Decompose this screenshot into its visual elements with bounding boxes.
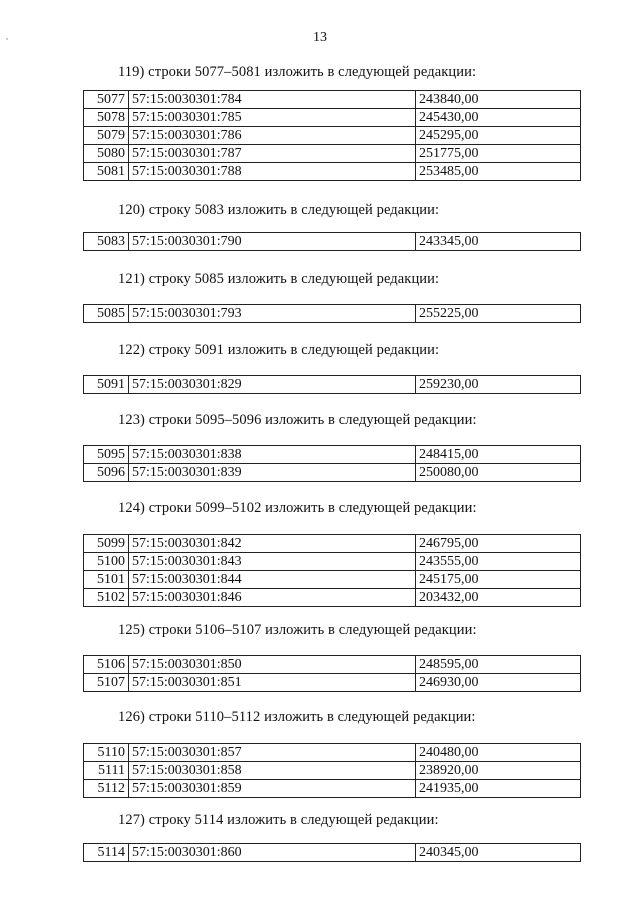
cadastral-number: 57:15:0030301:829	[129, 376, 416, 394]
cadastral-number: 57:15:0030301:857	[129, 744, 416, 762]
row-number: 5111	[84, 762, 129, 780]
table-row	[84, 233, 581, 251]
cadastral-value: 243840,00	[416, 91, 581, 109]
table-row	[84, 656, 581, 674]
amendment-table	[83, 843, 581, 862]
table-row	[84, 844, 581, 862]
table-row	[84, 589, 581, 607]
row-number: 5112	[84, 780, 129, 798]
amendment-heading: 127) строку 5114 изложить в следующей редакции:	[118, 812, 439, 828]
cadastral-number: 57:15:0030301:860	[129, 844, 416, 862]
cadastral-value: 259230,00	[416, 376, 581, 394]
amendment-heading: 122) строку 5091 изложить в следующей редакции:	[118, 342, 440, 358]
amendment-heading: 124) строки 5099–5102 изложить в следующей редакции:	[118, 500, 477, 516]
cadastral-value: 245175,00	[416, 571, 581, 589]
cadastral-value: 246795,00	[416, 535, 581, 553]
cadastral-number: 57:15:0030301:842	[129, 535, 416, 553]
table-row	[84, 127, 581, 145]
cadastral-value: 240480,00	[416, 744, 581, 762]
cadastral-value: 238920,00	[416, 762, 581, 780]
row-number: 5078	[84, 109, 129, 127]
row-number: 5080	[84, 145, 129, 163]
cadastral-value: 255225,00	[416, 305, 581, 323]
amendment-heading: 125) строки 5106–5107 изложить в следующей редакции:	[118, 622, 477, 638]
row-number: 5091	[84, 376, 129, 394]
amendment-table	[83, 445, 581, 482]
cadastral-value: 246930,00	[416, 674, 581, 692]
cadastral-number: 57:15:0030301:846	[129, 589, 416, 607]
cadastral-value: 251775,00	[416, 145, 581, 163]
amendment-table	[83, 743, 581, 798]
table-row	[84, 109, 581, 127]
row-number: 5101	[84, 571, 129, 589]
cadastral-value: 243555,00	[416, 553, 581, 571]
page-number: 13	[313, 30, 327, 45]
cadastral-number: 57:15:0030301:785	[129, 109, 416, 127]
cadastral-value: 245430,00	[416, 109, 581, 127]
cadastral-number: 57:15:0030301:851	[129, 674, 416, 692]
cadastral-number: 57:15:0030301:844	[129, 571, 416, 589]
row-number: 5083	[84, 233, 129, 251]
amendment-heading: 126) строки 5110–5112 изложить в следующей редакции:	[118, 709, 476, 725]
row-number: 5079	[84, 127, 129, 145]
cadastral-value: 243345,00	[416, 233, 581, 251]
amendment-heading: 119) строки 5077–5081 изложить в следующей редакции:	[118, 64, 477, 80]
table-row	[84, 446, 581, 464]
amendment-table	[83, 232, 581, 251]
row-number: 5099	[84, 535, 129, 553]
cadastral-number: 57:15:0030301:784	[129, 91, 416, 109]
cadastral-number: 57:15:0030301:838	[129, 446, 416, 464]
row-number: 5107	[84, 674, 129, 692]
table-row	[84, 163, 581, 181]
amendment-table	[83, 90, 581, 181]
cadastral-number: 57:15:0030301:858	[129, 762, 416, 780]
row-number: 5096	[84, 464, 129, 482]
table-row	[84, 145, 581, 163]
amendment-heading: 121) строку 5085 изложить в следующей редакции:	[118, 271, 440, 287]
cadastral-value: 248415,00	[416, 446, 581, 464]
cadastral-number: 57:15:0030301:786	[129, 127, 416, 145]
table-row	[84, 780, 581, 798]
cadastral-number: 57:15:0030301:787	[129, 145, 416, 163]
cadastral-value: 250080,00	[416, 464, 581, 482]
cadastral-number: 57:15:0030301:859	[129, 780, 416, 798]
amendment-heading: 120) строку 5083 изложить в следующей редакции:	[118, 202, 440, 218]
cadastral-number: 57:15:0030301:788	[129, 163, 416, 181]
table-row	[84, 535, 581, 553]
amendment-heading: 123) строки 5095–5096 изложить в следующей редакции:	[118, 412, 477, 428]
cadastral-number: 57:15:0030301:793	[129, 305, 416, 323]
row-number: 5085	[84, 305, 129, 323]
amendment-table	[83, 655, 581, 692]
row-number: 5110	[84, 744, 129, 762]
cadastral-number: 57:15:0030301:790	[129, 233, 416, 251]
cadastral-value: 240345,00	[416, 844, 581, 862]
row-number: 5077	[84, 91, 129, 109]
table-row	[84, 744, 581, 762]
row-number: 5114	[84, 844, 129, 862]
cadastral-number: 57:15:0030301:839	[129, 464, 416, 482]
row-number: 5095	[84, 446, 129, 464]
row-number: 5100	[84, 553, 129, 571]
table-row	[84, 674, 581, 692]
table-row	[84, 571, 581, 589]
cadastral-number: 57:15:0030301:850	[129, 656, 416, 674]
table-row	[84, 305, 581, 323]
table-row	[84, 464, 581, 482]
table-row	[84, 376, 581, 394]
amendment-table	[83, 375, 581, 394]
table-row	[84, 553, 581, 571]
amendment-table	[83, 534, 581, 607]
cadastral-number: 57:15:0030301:843	[129, 553, 416, 571]
cadastral-value: 241935,00	[416, 780, 581, 798]
cadastral-value: 203432,00	[416, 589, 581, 607]
table-row	[84, 762, 581, 780]
row-number: 5102	[84, 589, 129, 607]
table-row	[84, 91, 581, 109]
cadastral-value: 245295,00	[416, 127, 581, 145]
row-number: 5081	[84, 163, 129, 181]
amendment-table	[83, 304, 581, 323]
cadastral-value: 253485,00	[416, 163, 581, 181]
cadastral-value: 248595,00	[416, 656, 581, 674]
row-number: 5106	[84, 656, 129, 674]
